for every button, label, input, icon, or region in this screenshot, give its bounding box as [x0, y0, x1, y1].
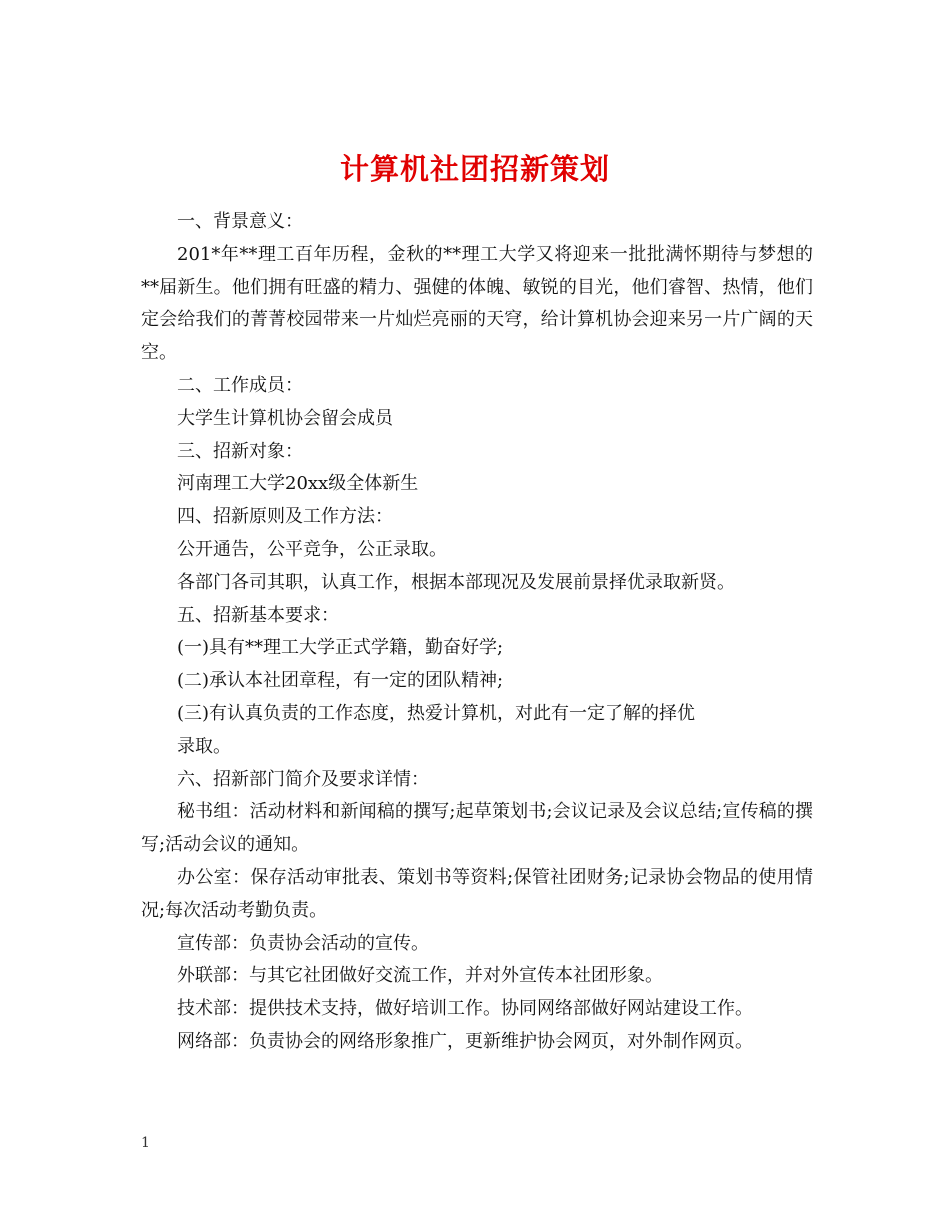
requirement-item-3: (三)有认真负责的工作态度，热爱计算机，对此有一定了解的择优: [177, 702, 696, 724]
heading-members: 二、工作成员：: [177, 374, 303, 396]
paragraph-members: 大学生计算机协会留会成员: [177, 407, 393, 429]
heading-requirements: 五、招新基本要求：: [177, 604, 339, 626]
requirement-item-1: (一)具有**理工大学正式学籍，勤奋好学;: [177, 637, 504, 659]
department-external-relations: 外联部：与其它社团做好交流工作，并对外宣传本社团形象。: [177, 965, 663, 987]
paragraph-background: 201*年**理工百年历程，金秋的**理工大学又将迎来一批批满怀期待与梦想的**届新生。他们拥有旺盛的精力、强健的体魄、敏锐的目光，他们睿智、热情，他们定会给我们的菁菁校园带来一片灿烂亮丽的天穹，给计算机协会迎来另一片广阔的天空。: [141, 243, 813, 364]
paragraph-principle-2: 各部门各司其职，认真工作，根据本部现况及发展前景择优录取新贤。: [177, 571, 735, 593]
department-office: 办公室：保存活动审批表、策划书等资料;保管社团财务;记录协会物品的使用情况;每次活动考勤负责。: [141, 866, 813, 921]
department-secretariat: 秘书组：活动材料和新闻稿的撰写;起草策划书;会议记录及会议总结;宣传稿的撰写;活动会议的通知。: [141, 801, 813, 856]
department-network: 网络部：负责协会的网络形象推广，更新维护协会网页，对外制作网页。: [177, 1030, 753, 1052]
heading-departments: 六、招新部门简介及要求详情：: [177, 768, 429, 790]
paragraph-target: 河南理工大学20xx级全体新生: [177, 473, 419, 495]
department-publicity: 宣传部：负责协会活动的宣传。: [177, 932, 429, 954]
requirement-item-2: (二)承认本社团章程，有一定的团队精神;: [177, 670, 504, 692]
document-body: [141, 206, 813, 1059]
requirement-item-3-continued: 录取。: [177, 735, 231, 757]
heading-target: 三、招新对象：: [177, 440, 303, 462]
paragraph-principle-1: 公开通告，公平竞争，公正录取。: [177, 538, 447, 560]
document-title: 计算机社团招新策划: [339, 152, 610, 187]
department-technology: 技术部：提供技术支持，做好培训工作。协同网络部做好网站建设工作。: [177, 998, 753, 1020]
heading-background: 一、背景意义：: [177, 211, 303, 232]
heading-principles: 四、招新原则及工作方法：: [177, 506, 393, 528]
page-number: 1: [141, 1135, 150, 1151]
